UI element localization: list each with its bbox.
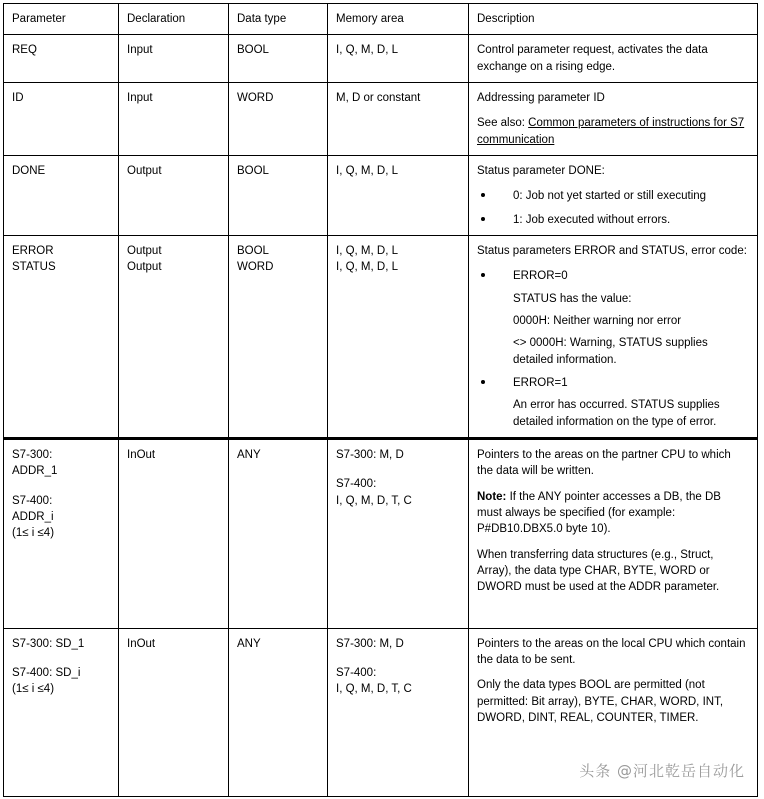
parameter-line-1: S7-300: SD_1 <box>12 637 85 650</box>
cell-data-type: BOOL <box>229 155 328 235</box>
cell-parameter <box>4 628 119 797</box>
cell-data-type: ANY <box>229 438 328 628</box>
cell-description <box>469 235 758 438</box>
bullet-icon <box>481 193 485 197</box>
table-row-done <box>4 155 758 235</box>
table-row-addr <box>4 438 758 628</box>
watermark: 头条 @河北乾岳自动化 <box>579 762 745 780</box>
column-header-memory-area: Memory area <box>328 4 469 35</box>
description-paragraph: Pointers to the areas on the partner CPU to which the data will be written. <box>477 448 731 478</box>
cell-parameter <box>4 235 119 438</box>
bullet-icon <box>481 217 485 221</box>
list-item-subline: An error has occurred. STATUS supplies detailed information on the type of error. <box>513 399 720 428</box>
bullet-icon <box>481 380 485 384</box>
list-item-label: ERROR=1 <box>513 376 568 389</box>
spacer <box>477 605 749 621</box>
note-label: Note: <box>477 490 507 503</box>
spacer <box>336 652 460 665</box>
parameter-line-2: STATUS <box>12 261 56 274</box>
document-page <box>3 3 757 791</box>
parameter-line-1: ERROR <box>12 244 54 257</box>
list-item-label: ERROR=0 <box>513 270 568 283</box>
cross-reference-link[interactable]: Common parameters of instructions for S7 communication <box>477 117 745 146</box>
description-text: Addressing parameter ID <box>477 91 605 104</box>
parameter-line-4: ADDR_i <box>12 510 54 523</box>
description-intro: Status parameter DONE: <box>477 164 605 177</box>
see-also-line <box>477 115 749 148</box>
column-header-declaration: Declaration <box>119 4 229 35</box>
cell-memory-area: M, D or constant <box>328 82 469 155</box>
memory-area-line-1: I, Q, M, D, L <box>336 244 398 257</box>
parameter-table <box>3 3 758 797</box>
cell-memory-area <box>328 235 469 438</box>
cell-description <box>469 82 758 155</box>
cell-declaration: InOut <box>119 438 229 628</box>
description-paragraph: Only the data types BOOL are permitted (not permitted: Bit array), BYTE, CHAR, WORD, INT, DWORD, DINT, REAL, COUNTER, TIMER. <box>477 679 724 724</box>
cell-declaration: Input <box>119 35 229 83</box>
cell-description <box>469 155 758 235</box>
see-also-label: See also: <box>477 117 525 130</box>
spacer <box>336 463 460 476</box>
data-type-line-2: WORD <box>237 261 274 274</box>
cell-memory-area: I, Q, M, D, L <box>328 35 469 83</box>
table-body <box>4 35 758 797</box>
bullet-list <box>477 268 749 430</box>
list-item-label: 0: Job not yet started or still executing <box>513 190 707 203</box>
memory-area-line-2: I, Q, M, D, L <box>336 261 398 274</box>
column-header-description: Description <box>469 4 758 35</box>
cell-data-type: WORD <box>229 82 328 155</box>
memory-area-line-1: S7-300: M, D <box>336 448 404 461</box>
cell-data-type <box>229 235 328 438</box>
description-paragraph: When transferring data structures (e.g., Struct, Array), the data type CHAR, BYTE, WORD or DWORD must be used at the ADDR parameter. <box>477 548 720 594</box>
spacer <box>12 480 110 493</box>
parameter-line-2: ADDR_1 <box>12 465 58 478</box>
list-item <box>477 268 749 368</box>
list-item-subline: <> 0000H: Warning, STATUS supplies detailed information. <box>513 337 708 366</box>
parameter-line-5: (1≤ i ≤4) <box>12 527 55 540</box>
list-item <box>477 212 749 228</box>
parameter-line-1: S7-300: <box>12 448 53 461</box>
list-item-label: 1: Job executed without errors. <box>513 213 671 226</box>
cell-declaration: InOut <box>119 628 229 797</box>
parameter-line-3: S7-400: <box>12 494 53 507</box>
parameter-line-3: (1≤ i ≤4) <box>12 683 55 696</box>
table-header-row <box>4 4 758 35</box>
column-header-data-type: Data type <box>229 4 328 35</box>
description-intro: Status parameters ERROR and STATUS, error code: <box>477 244 747 257</box>
cell-description <box>469 438 758 628</box>
cell-declaration <box>119 235 229 438</box>
cell-memory-area: I, Q, M, D, L <box>328 155 469 235</box>
cell-memory-area <box>328 628 469 797</box>
list-item-subline: 0000H: Neither warning nor error <box>513 314 682 327</box>
cell-data-type: BOOL <box>229 35 328 83</box>
memory-area-line-1: S7-300: M, D <box>336 637 404 650</box>
parameter-line-2: S7-400: SD_i <box>12 666 81 679</box>
note-text: If the ANY pointer accesses a DB, the DB must always be specified (for example: P#DB10.DBX5.0 byte 10). <box>477 490 721 536</box>
table-row-req <box>4 35 758 83</box>
cell-memory-area <box>328 438 469 628</box>
column-header-parameter: Parameter <box>4 4 119 35</box>
bullet-list <box>477 188 749 228</box>
cell-parameter <box>4 438 119 628</box>
cell-parameter: DONE <box>4 155 119 235</box>
table-header <box>4 4 758 35</box>
declaration-line-1: Output <box>127 244 162 257</box>
memory-area-line-2: S7-400: <box>336 666 377 679</box>
spacer <box>12 652 110 665</box>
description-note <box>477 489 749 538</box>
memory-area-line-2: S7-400: <box>336 478 377 491</box>
data-type-line-1: BOOL <box>237 244 269 257</box>
memory-area-line-3: I, Q, M, D, T, C <box>336 494 412 507</box>
table-row-error-status <box>4 235 758 438</box>
description-paragraph: Pointers to the areas on the local CPU which contain the data to be sent. <box>477 637 746 666</box>
table-row-id <box>4 82 758 155</box>
cell-declaration: Input <box>119 82 229 155</box>
description-text: Control parameter request, activates the data exchange on a rising edge. <box>477 44 708 73</box>
list-item <box>477 375 749 430</box>
list-item-subline: STATUS has the value: <box>513 292 632 305</box>
cell-data-type: ANY <box>229 628 328 797</box>
cell-description <box>469 35 758 83</box>
cell-declaration: Output <box>119 155 229 235</box>
memory-area-line-3: I, Q, M, D, T, C <box>336 683 412 696</box>
list-item <box>477 188 749 204</box>
declaration-line-2: Output <box>127 261 162 274</box>
cell-parameter: ID <box>4 82 119 155</box>
bullet-icon <box>481 273 485 277</box>
cell-parameter: REQ <box>4 35 119 83</box>
